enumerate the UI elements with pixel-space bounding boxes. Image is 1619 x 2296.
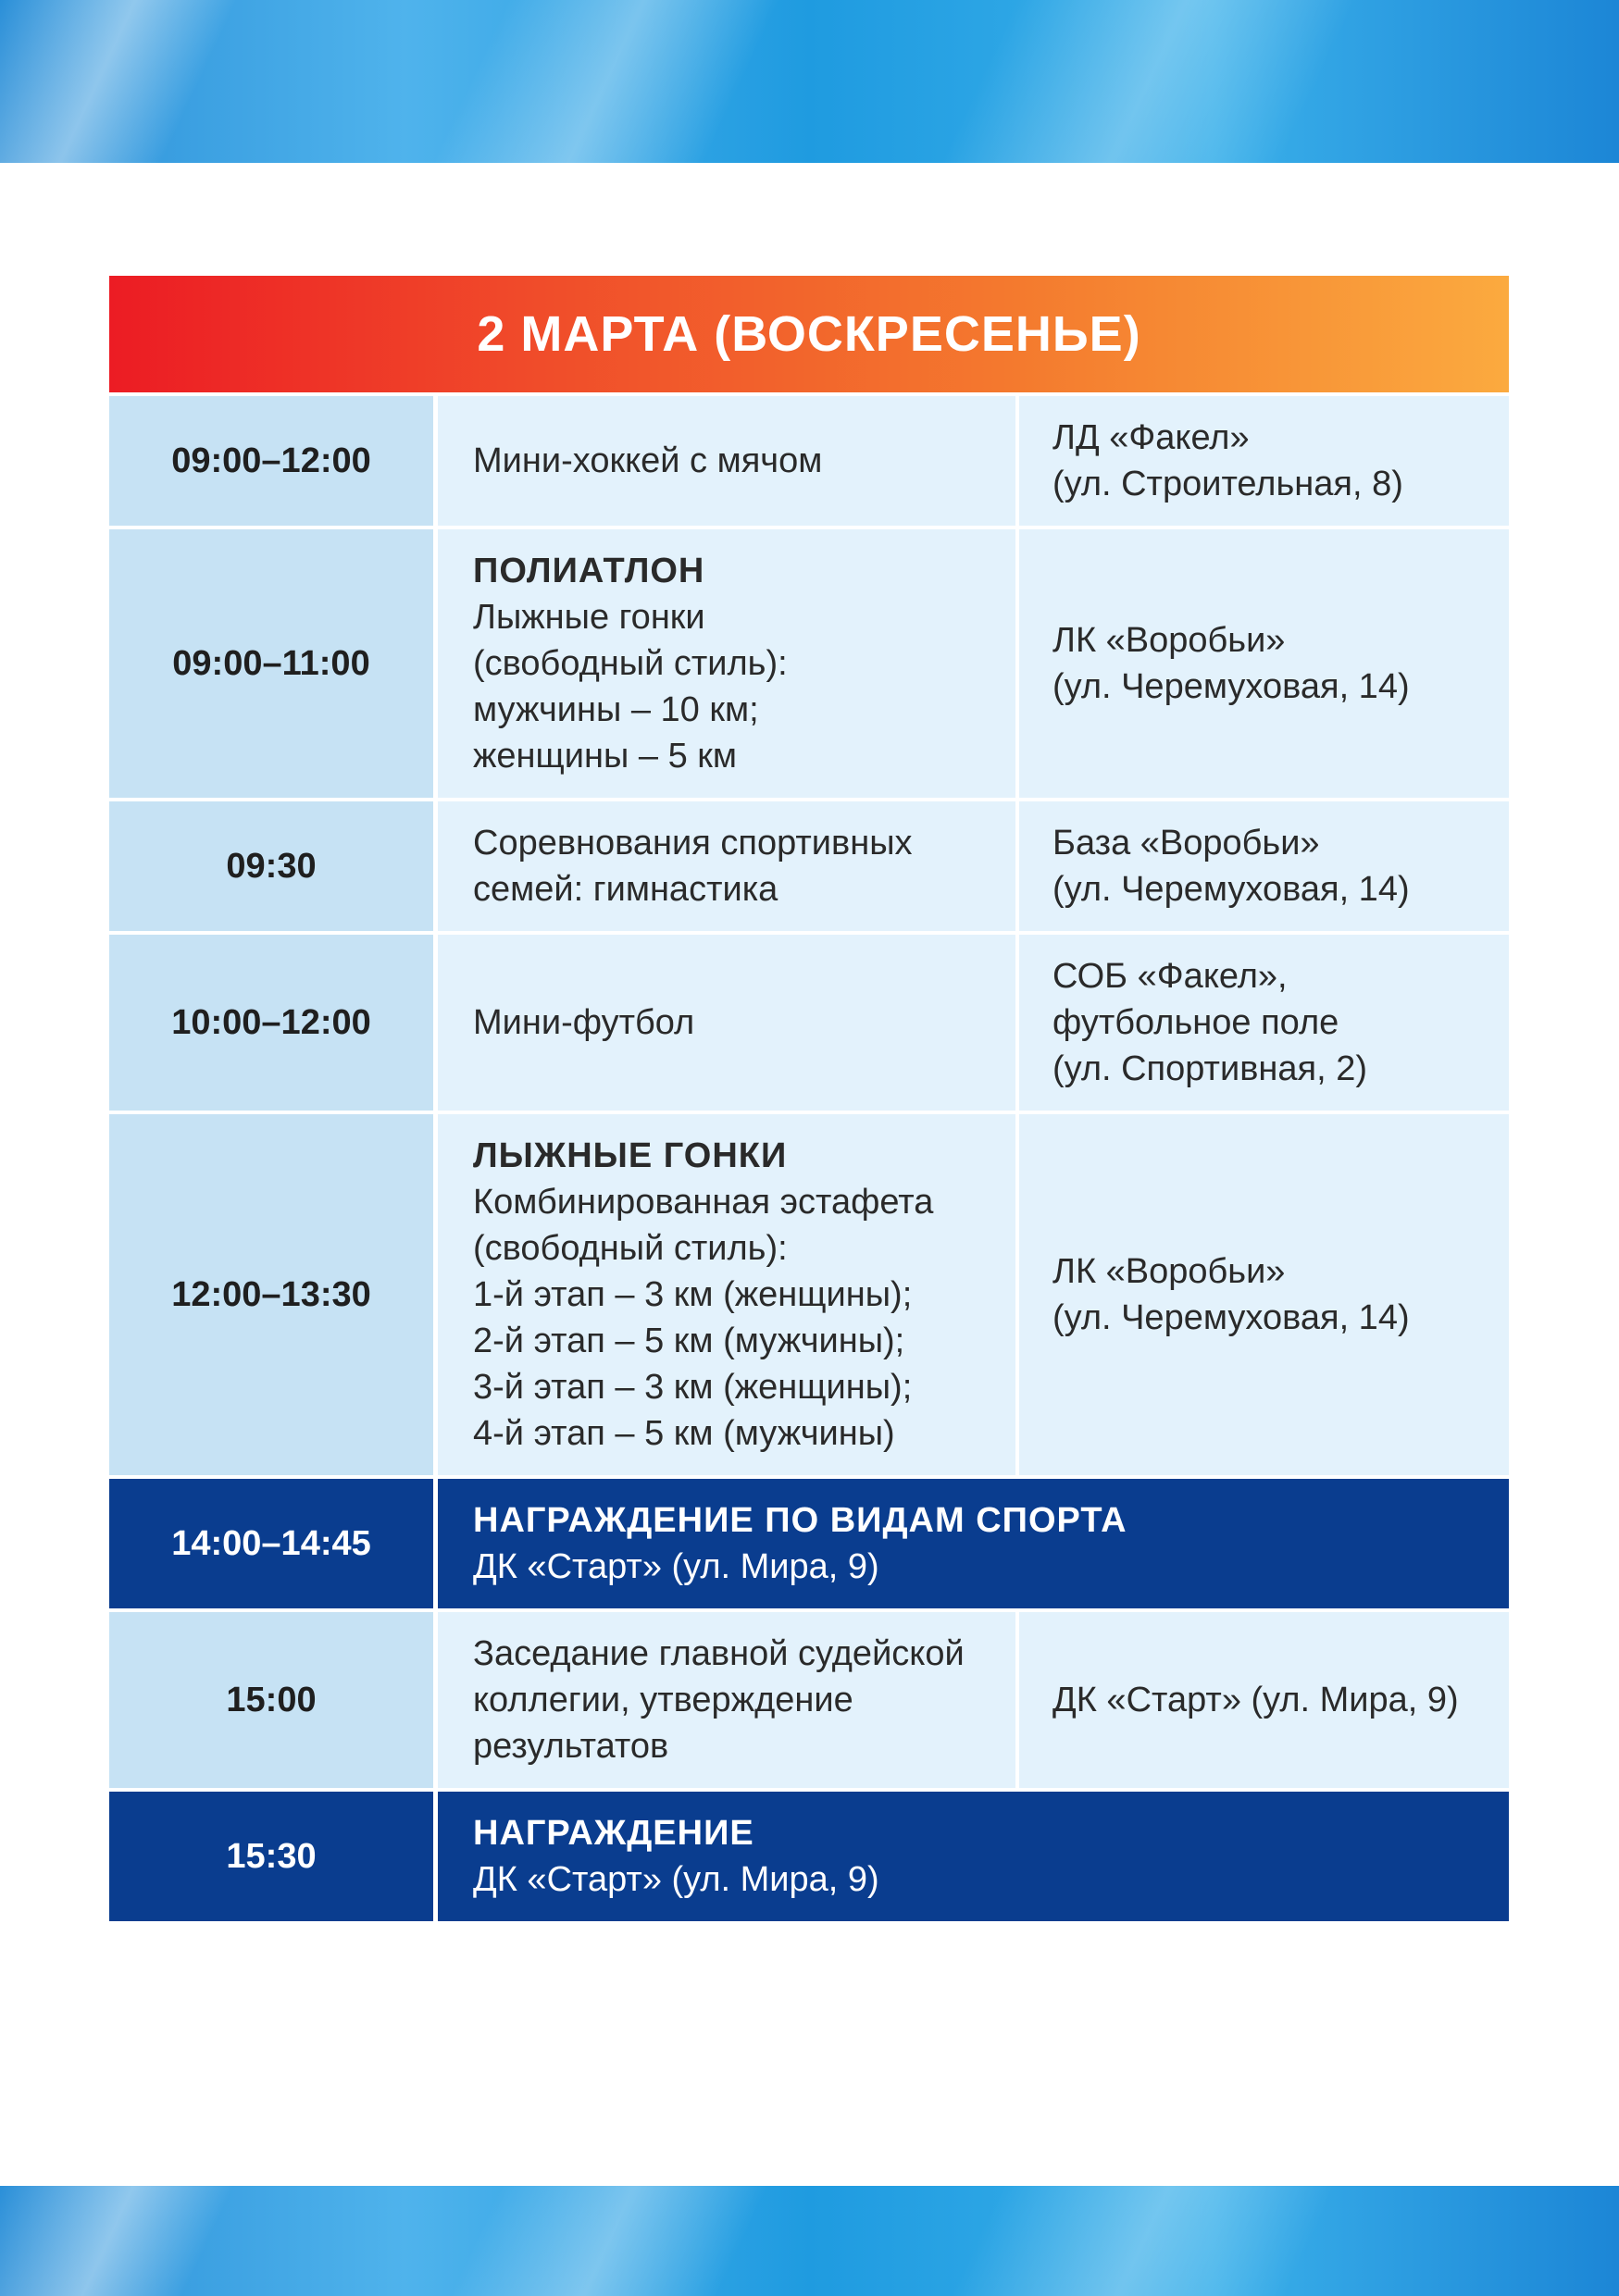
event-line: Мини-футбол: [473, 1003, 695, 1042]
place-line: футбольное поле: [1052, 1003, 1339, 1042]
event-cell: [438, 935, 1015, 1111]
schedule-row: [109, 1114, 1509, 1475]
event-line: женщины – 5 км: [473, 737, 738, 776]
schedule-row: [109, 935, 1509, 1111]
place-line: (ул. Черемуховая, 14): [1052, 1298, 1410, 1337]
place-line: ЛК «Воробьи»: [1052, 1252, 1286, 1291]
place-line: База «Воробьи»: [1052, 824, 1320, 863]
place-cell: [1019, 529, 1509, 798]
event-cell: [438, 396, 1015, 526]
event-line: 4-й этап – 5 км (мужчины): [473, 1414, 895, 1453]
event-line: мужчины – 10 км;: [473, 690, 759, 729]
time-cell: 09:30: [109, 801, 433, 931]
schedule-row: [109, 1612, 1509, 1788]
event-line: Соревнования спортивных: [473, 824, 913, 863]
place-line: ЛК «Воробьи»: [1052, 621, 1286, 660]
event-cell: [438, 529, 1015, 798]
event-line: Комбинированная эстафета: [473, 1183, 934, 1222]
place-cell: [1019, 1612, 1509, 1788]
event-line: Мини-хоккей с мячом: [473, 441, 823, 480]
place-cell: [1019, 396, 1509, 526]
schedule-row: [109, 529, 1509, 798]
place-cell: [1019, 1114, 1509, 1475]
event-line: 3-й этап – 3 км (женщины);: [473, 1368, 913, 1407]
event-line: (свободный стиль):: [473, 1229, 788, 1268]
time-cell: 15:00: [109, 1612, 433, 1788]
event-cell: [438, 1612, 1015, 1788]
event-line: Заседание главной судейской: [473, 1634, 965, 1673]
place-line: СОБ «Факел»,: [1052, 957, 1288, 996]
day-title: 2 МАРТА (ВОСКРЕСЕНЬЕ): [477, 306, 1141, 362]
event-line: коллегии, утверждение: [473, 1681, 853, 1719]
place-line: (ул. Строительная, 8): [1052, 465, 1403, 503]
event-title: ПОЛИАТЛОН: [473, 552, 705, 590]
time-cell: 15:30: [109, 1792, 433, 1921]
time-cell: 09:00–12:00: [109, 396, 433, 526]
place-line: (ул. Черемуховая, 14): [1052, 667, 1410, 706]
award-row: [109, 1792, 1509, 1921]
event-line: 1-й этап – 3 км (женщины);: [473, 1275, 913, 1314]
event-line: результатов: [473, 1727, 669, 1766]
award-row: [109, 1479, 1509, 1608]
bottom-decorative-band: [0, 2186, 1619, 2296]
time-cell: 14:00–14:45: [109, 1479, 433, 1608]
place-line: ЛД «Факел»: [1052, 418, 1250, 457]
event-cell: [438, 801, 1015, 931]
schedule-row: [109, 396, 1509, 526]
time-cell: 09:00–11:00: [109, 529, 433, 798]
award-cell: [438, 1479, 1509, 1608]
award-place: ДК «Старт» (ул. Мира, 9): [473, 1547, 879, 1586]
award-cell: [438, 1792, 1509, 1921]
award-title: НАГРАЖДЕНИЕ: [473, 1814, 754, 1853]
event-line: 2-й этап – 5 км (мужчины);: [473, 1322, 905, 1360]
award-place: ДК «Старт» (ул. Мира, 9): [473, 1860, 879, 1899]
day-header: [109, 276, 1509, 392]
event-cell: [438, 1114, 1015, 1475]
event-line: семей: гимнастика: [473, 870, 778, 909]
time-cell: 12:00–13:30: [109, 1114, 433, 1475]
top-decorative-band: [0, 0, 1619, 163]
event-title: ЛЫЖНЫЕ ГОНКИ: [473, 1136, 788, 1175]
schedule-row: [109, 801, 1509, 931]
place-cell: [1019, 935, 1509, 1111]
place-line: (ул. Спортивная, 2): [1052, 1049, 1367, 1088]
award-title: НАГРАЖДЕНИЕ ПО ВИДАМ СПОРТА: [473, 1501, 1127, 1540]
event-line: Лыжные гонки: [473, 598, 705, 637]
time-cell: 10:00–12:00: [109, 935, 433, 1111]
schedule-table: [109, 276, 1509, 1921]
place-line: ДК «Старт» (ул. Мира, 9): [1052, 1681, 1459, 1719]
place-cell: [1019, 801, 1509, 931]
event-line: (свободный стиль):: [473, 644, 788, 683]
place-line: (ул. Черемуховая, 14): [1052, 870, 1410, 909]
